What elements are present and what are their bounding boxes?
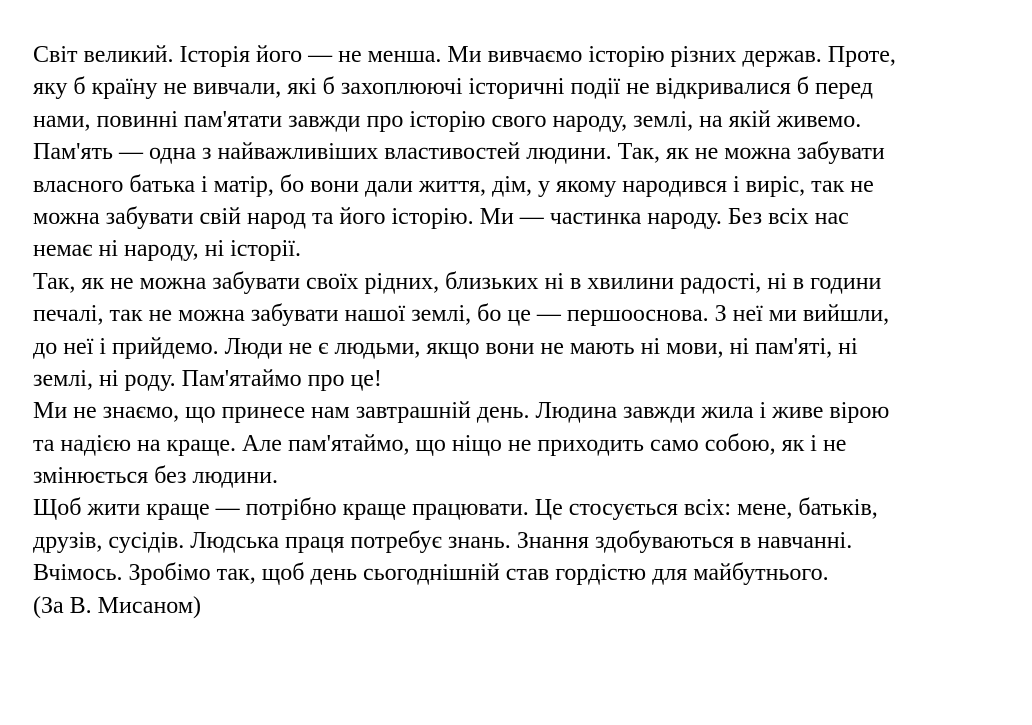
document-text xyxy=(33,39,1028,622)
text-line: змінюється без людини. xyxy=(33,463,278,490)
text-line: та надією на краще. Але пам'ятаймо, що ніщо не приходить само собою, як і не xyxy=(33,430,847,457)
text-line: Щоб жити краще — потрібно краще працювати. Це стосується всіх: мене, батьків, xyxy=(33,495,878,522)
text-line: Вчімось. Зробімо так, щоб день сьогоднішній став гордістю для майбутнього. xyxy=(33,560,829,587)
text-line: друзів, сусідів. Людська праця потребує знань. Знання здобуваються в навчанні. xyxy=(33,527,853,554)
paragraph-future xyxy=(33,395,1028,492)
text-line: немає ні народу, ні історії. xyxy=(33,236,301,263)
attribution xyxy=(33,590,1028,622)
text-line: Так, як не можна забувати своїх рідних, близьких ні в хвилини радості, ні в години xyxy=(33,268,882,295)
text-line: Ми не знаємо, що принесе нам завтрашній день. Людина завжди жила і живе вірою xyxy=(33,398,890,425)
paragraph-land xyxy=(33,266,1028,396)
paragraph-intro xyxy=(33,39,1028,136)
text-line: землі, ні роду. Пам'ятаймо про це! xyxy=(33,365,382,392)
text-line: печалі, так не можна забувати нашої землі, бо це — першооснова. З неї ми вийшли, xyxy=(33,301,890,328)
text-line: нами, повинні пам'ятати завжди про історію свого народу, землі, на якій живемо. xyxy=(33,106,862,133)
text-line: яку б країну не вивчали, які б захоплюючі історичні події не відкривалися б перед xyxy=(33,74,874,101)
text-line: Світ великий. Історія його — не менша. Ми вивчаємо історію різних держав. Проте, xyxy=(33,42,896,68)
paragraph-work xyxy=(33,492,1028,589)
text-line: Пам'ять — одна з найважливіших властивостей людини. Так, як не можна забувати xyxy=(33,139,885,166)
text-line: можна забувати свій народ та його історію. Ми — частинка народу. Без всіх нас xyxy=(33,203,849,230)
source-attribution: (За В. Мисаном) xyxy=(33,592,202,619)
paragraph-memory xyxy=(33,136,1028,266)
text-line: власного батька і матір, бо вони дали життя, дім, у якому народився і виріс, так не xyxy=(33,171,874,198)
text-line: до неї і прийдемо. Люди не є людьми, якщо вони не мають ні мови, ні пам'яті, ні xyxy=(33,333,858,360)
